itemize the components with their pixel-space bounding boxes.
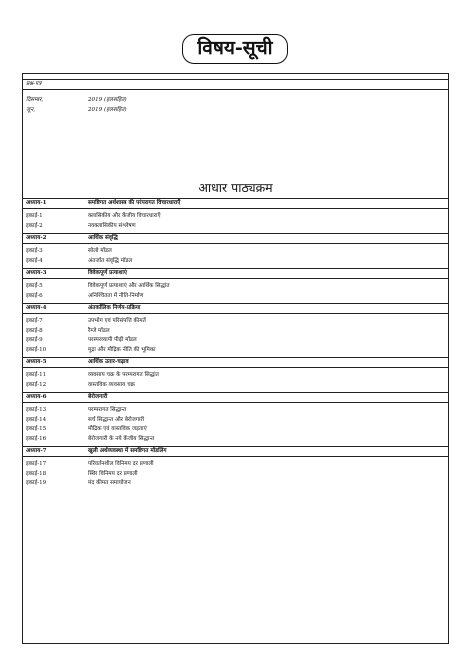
chapter-label: अध्याय-4 [26, 304, 47, 311]
unit-label: इकाई-9 [26, 337, 43, 343]
paper-month: जून, [26, 107, 36, 113]
unit-label: इकाई-11 [26, 372, 47, 378]
syllabus-heading: आधार पाठ्यक्रम [198, 180, 273, 195]
unit-title: विवेकपूर्ण प्रत्याशाएं और आर्थिक सिद्धांत [88, 283, 170, 289]
paper-month: दिसम्बर, [26, 97, 44, 103]
unit-label: इकाई-8 [26, 327, 43, 334]
divider [23, 233, 448, 234]
chapter-label: अध्याय-6 [26, 393, 47, 400]
chapter-label: अध्याय-1 [26, 199, 47, 206]
unit-label: इकाई-2 [26, 222, 43, 229]
page-title: विषय-सूची [182, 34, 287, 64]
unit-title: रैम्जे मॉडल [88, 327, 110, 334]
unit-label: इकाई-3 [26, 248, 43, 254]
divider [23, 313, 448, 314]
chapter-label: अध्याय-7 [26, 447, 47, 454]
unit-title: परिवर्तनशील विनिमय दर प्रणाली [88, 461, 154, 467]
divider [23, 243, 448, 244]
unit-title: मौद्रिक एवं वास्तविक जड़ताएं [88, 426, 147, 432]
unit-label: इकाई-18 [26, 470, 47, 477]
unit-label: इकाई-5 [26, 283, 43, 289]
divider [23, 446, 448, 447]
unit-title: अंतर्जात संवृद्धि मॉडल [88, 257, 133, 264]
divider [23, 268, 448, 269]
chapter-label: अध्याय-5 [26, 358, 47, 365]
unit-label: इकाई-17 [26, 461, 47, 467]
unit-label: इकाई-13 [26, 407, 47, 413]
unit-label: इकाई-12 [26, 381, 47, 388]
divider [23, 278, 448, 279]
divider [23, 89, 448, 90]
unit-label: इकाई-7 [26, 318, 43, 324]
divider [23, 357, 448, 358]
question-papers-header: प्रश्न-पत्र [26, 81, 42, 87]
paper-detail: 2019 (हलसहित) [88, 107, 127, 113]
unit-title: मंद कीमत समायोजन [88, 480, 131, 486]
unit-label: इकाई-15 [26, 426, 47, 432]
unit-title: व्यवसाय चक्र के परम्परागत सिद्धांत [88, 372, 159, 378]
unit-title: उपभोग एवं परिसंपत्ति कीमतें [88, 318, 146, 324]
unit-title: अनिश्चितता में नीति-निर्माण [88, 292, 144, 299]
chapter-title: आर्थिक संवृद्धि [88, 234, 118, 241]
chapter-title: अंतर्कालिक निर्णय-प्रक्रिया [88, 304, 141, 311]
unit-title: बेरोजगारी के नये केंजीय सिद्धान्त [88, 435, 155, 442]
chapter-title: बेरोजगारी [88, 393, 108, 400]
unit-title: परस्परव्यापी पीढ़ी मॉडल [88, 337, 137, 343]
divider [23, 303, 448, 304]
unit-title: क्लासिकीय और केंजीय विचारधाराएँ [88, 213, 161, 219]
divider [23, 198, 448, 199]
unit-title: सोलो मॉडल [88, 248, 112, 254]
unit-title: स्थिर विनिमय दर प्रणाली [88, 470, 138, 477]
unit-title: नवक्लासिकीय संश्लेषण [88, 222, 136, 229]
chapter-title: खुली अर्थव्यवस्था में समष्टिगत मॉडलिंग [88, 447, 167, 454]
unit-label: इकाई-14 [26, 416, 47, 423]
unit-title: वास्तविक व्यवसाय चक्र [88, 381, 135, 388]
page-title-wrap [0, 34, 470, 64]
unit-title: सर्च सिद्धान्त और बेरोजगारी [88, 416, 145, 423]
paper-detail: 2019 (हलसहित) [88, 97, 127, 103]
chapter-label: अध्याय-2 [26, 234, 47, 241]
divider [23, 79, 448, 80]
unit-label: इकाई-4 [26, 257, 43, 264]
chapter-title: समष्टिगत अर्थशास्त्र की परंपरागत विचारधाराएँ [88, 199, 181, 206]
unit-label: इकाई-6 [26, 292, 43, 299]
unit-title: परम्परागत सिद्धान्त [88, 407, 127, 413]
unit-label: इकाई-16 [26, 435, 47, 442]
chapter-label: अध्याय-3 [26, 269, 47, 276]
unit-label: इकाई-10 [26, 346, 47, 353]
contents-table [22, 73, 449, 644]
chapter-title: आर्थिक उतार-चढ़ाव [88, 358, 129, 365]
chapter-title: विवेकपूर्ण प्रत्याशाएं [88, 269, 127, 276]
divider [23, 456, 448, 457]
unit-label: इकाई-19 [26, 480, 47, 486]
unit-label: इकाई-1 [26, 213, 43, 219]
unit-title: मुद्रा और मौद्रिक नीति की भूमिका [88, 346, 156, 353]
divider [23, 367, 448, 368]
divider [23, 392, 448, 393]
divider [23, 208, 448, 209]
divider [23, 402, 448, 403]
